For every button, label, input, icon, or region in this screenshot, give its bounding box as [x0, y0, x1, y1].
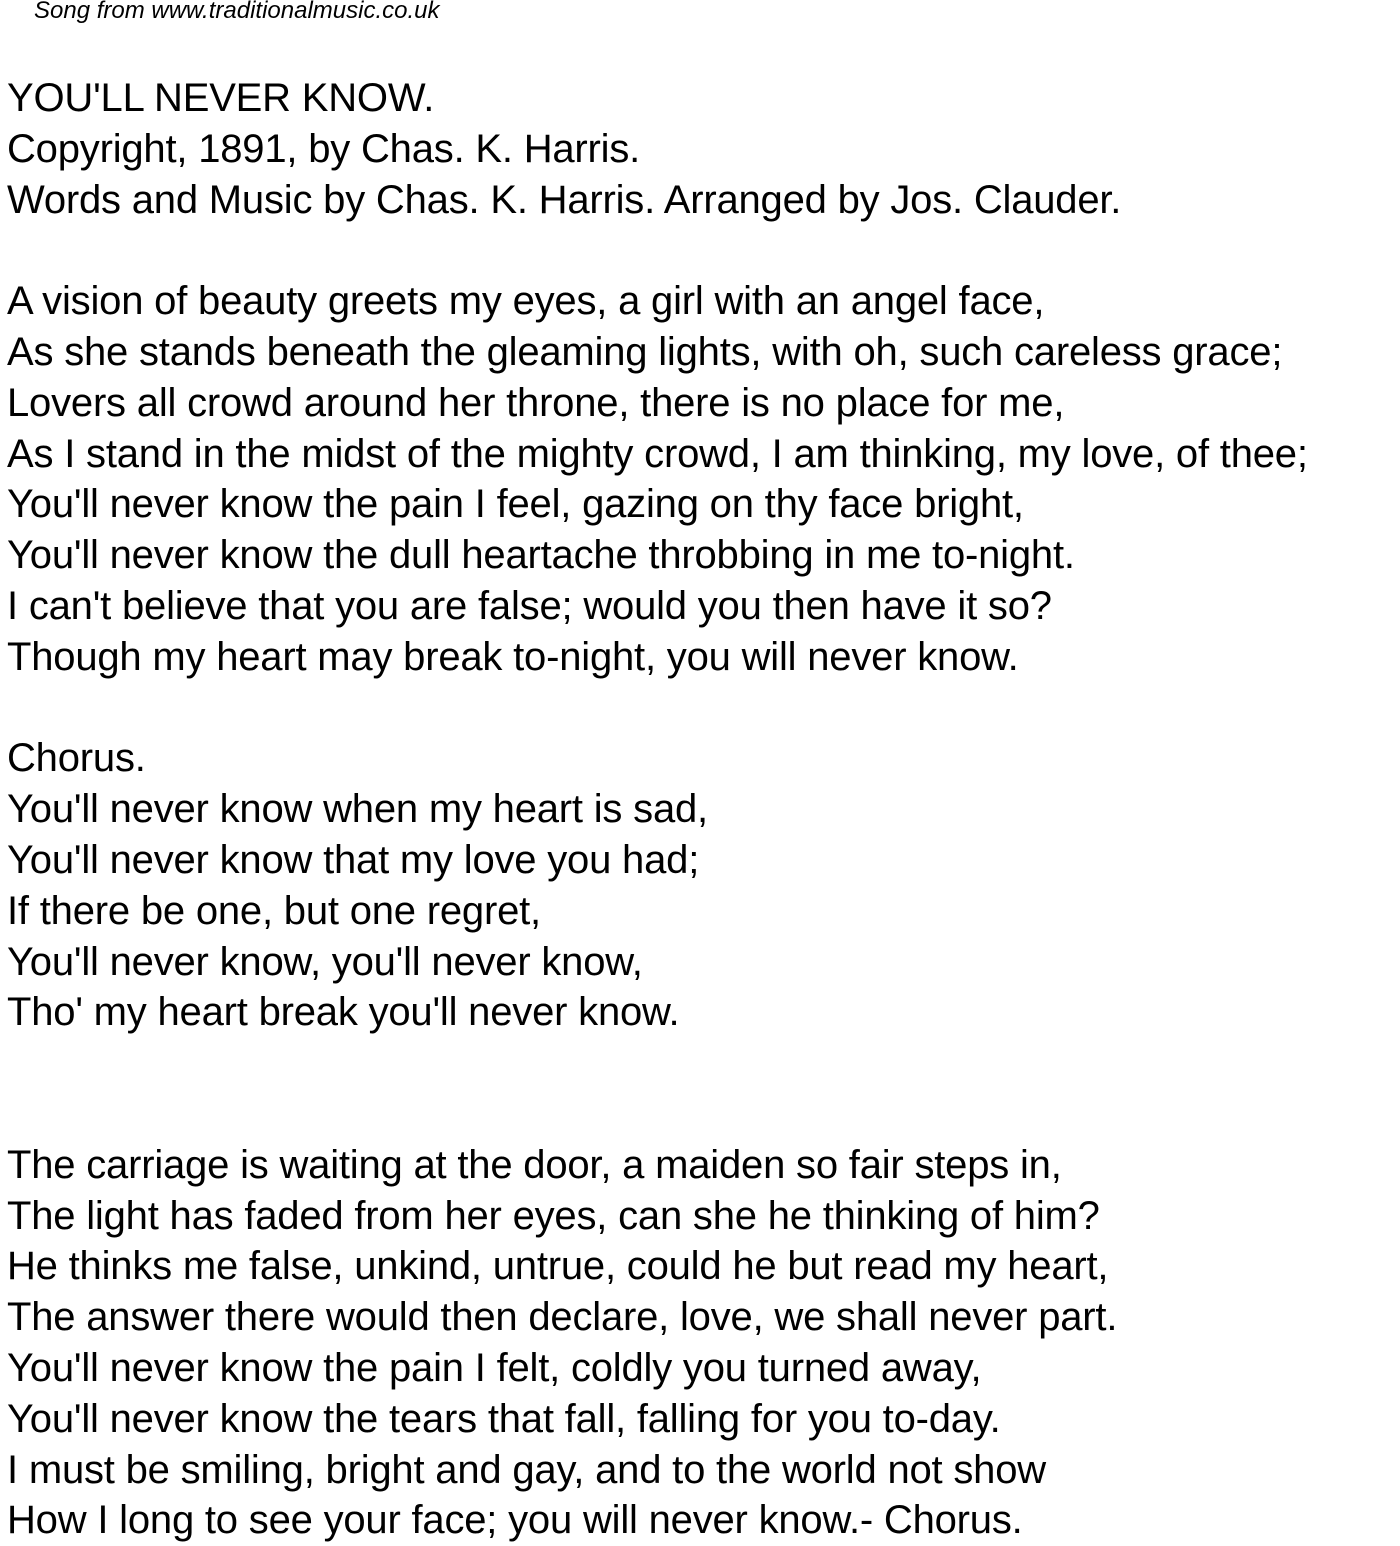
credits-line: Words and Music by Chas. K. Harris. Arranged by Jos. Clauder.: [7, 177, 1122, 222]
verse-1-line: Though my heart may break to-night, you will never know.: [7, 634, 1019, 679]
chorus-heading: Chorus.: [7, 736, 146, 781]
verse-2-line: The answer there would then declare, love, we shall never part.: [7, 1295, 1118, 1340]
verse-2-line: You'll never know the tears that fall, falling for you to-day.: [7, 1396, 1001, 1441]
verse-2-line: You'll never know the pain I felt, coldly you turned away,: [7, 1345, 982, 1390]
chorus-line: You'll never know, you'll never know,: [7, 939, 643, 984]
blank-line: [7, 1089, 1400, 1140]
verse-1-line: You'll never know the pain I feel, gazing on thy face bright,: [7, 482, 1024, 527]
verse-1-line: A vision of beauty greets my eyes, a girl with an angel face,: [7, 279, 1045, 324]
blank-line: [7, 683, 1400, 734]
chorus-line: You'll never know that my love you had;: [7, 837, 700, 882]
chorus-line: If there be one, but one regret,: [7, 888, 541, 933]
song-title: YOU'LL NEVER KNOW.: [7, 76, 435, 120]
verse-2-line: He thinks me false, unkind, untrue, could he but read my heart,: [7, 1244, 1109, 1289]
blank-line: [7, 225, 1400, 276]
verse-2-line: The light has faded from her eyes, can she he thinking of him?: [7, 1193, 1100, 1238]
chorus-line: Tho' my heart break you'll never know.: [7, 990, 680, 1035]
verse-2-line: The carriage is waiting at the door, a maiden so fair steps in,: [7, 1142, 1062, 1187]
copyright-line: Copyright, 1891, by Chas. K. Harris.: [7, 126, 641, 171]
chorus-line: You'll never know when my heart is sad,: [7, 787, 708, 832]
source-credit: Song from www.traditionalmusic.co.uk: [34, 0, 440, 24]
verse-2-line: I must be smiling, bright and gay, and to the world not show: [7, 1447, 1046, 1492]
verse-1-line: As I stand in the midst of the mighty crowd, I am thinking, my love, of thee;: [7, 431, 1308, 476]
song-lyrics: [7, 73, 1400, 1546]
verse-1-line: As she stands beneath the gleaming lights, with oh, such careless grace;: [7, 329, 1283, 374]
verse-1-line: I can't believe that you are false; would you then have it so?: [7, 583, 1052, 628]
verse-2-line: How I long to see your face; you will never know.- Chorus.: [7, 1498, 1023, 1543]
verse-1-line: Lovers all crowd around her throne, there is no place for me,: [7, 380, 1065, 425]
verse-1-line: You'll never know the dull heartache throbbing in me to-night.: [7, 533, 1075, 578]
blank-line: [7, 1038, 1400, 1089]
